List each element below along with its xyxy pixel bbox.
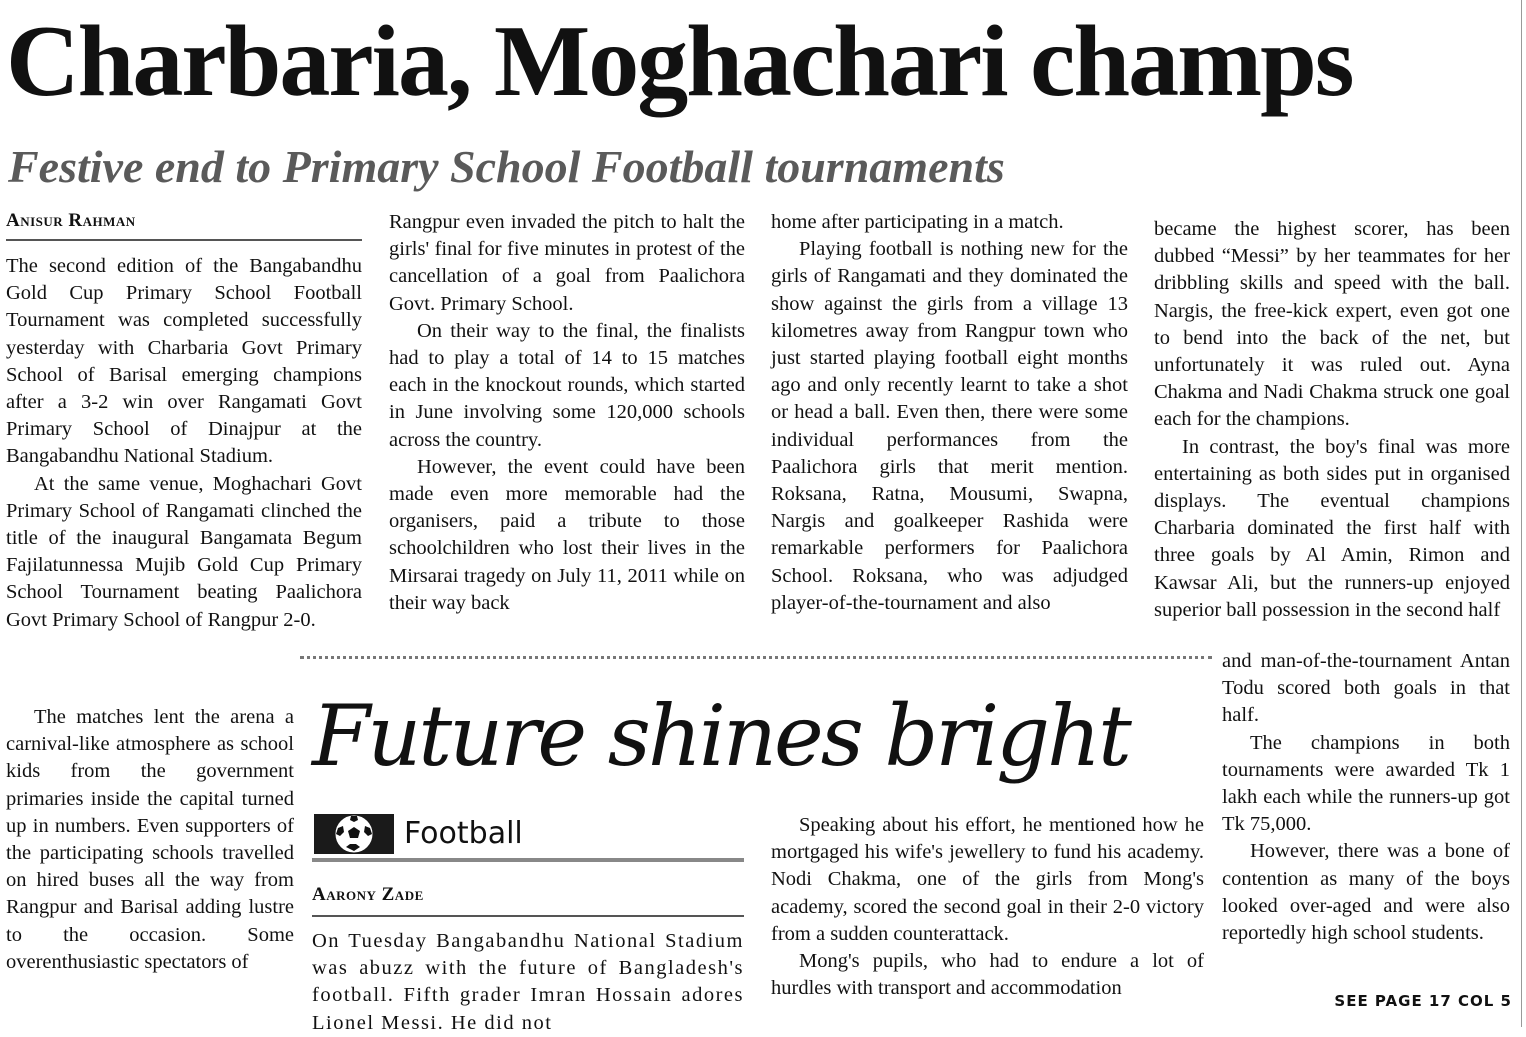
paragraph: In contrast, the boy's final was more entertaining as both sides put in organised displays. The eventual champions Charbaria dominated the first half with three goals by Al Amin, Rimon and Kawsar Ali, but the runners-up enjoyed superior ball possession in the second half (1154, 435, 1510, 621)
article2-column-1-text (312, 928, 744, 1037)
byline: Anisur Rahman (6, 210, 362, 241)
paragraph: became the highest scorer, has been dubbed “Messi” by her teammates for her dribbling skills and speed with the ball. Nargis, the free-kick expert, even got one to bend into the back of the net, but unfortunately it was ruled out. Ayna Chakma and Nadi Chakma struck one goal each for the champions. (1154, 218, 1510, 431)
paragraph: However, there was a bone of contention as many of the boys looked over-aged and were also reportedly high school students. (1222, 840, 1510, 945)
section-tag (312, 812, 744, 862)
section-label: Football (404, 816, 523, 851)
headline: Charbaria, Moghachari champs (6, 5, 1353, 118)
article1-column-4-continued (1222, 648, 1510, 947)
second-headline: Future shines bright (312, 687, 1129, 785)
paragraph: The second edition of the Bangabandhu Gold Cup Primary School Football Tournament was completed successfully yesterday with Charbaria Govt Primary School of Barisal emerging champions after a 3-2 win over Rangamati Govt Primary School of Dinajpur at the Bangabandhu National Stadium. (6, 255, 362, 468)
article2-column-1 (312, 884, 744, 1037)
article1-column-4 (1154, 216, 1510, 624)
article2-column-2 (771, 812, 1204, 1002)
paragraph: and man-of-the-tournament Antan Todu scored both goals in that half. (1222, 650, 1510, 727)
soccer-ball-icon (314, 814, 394, 854)
story-divider (300, 656, 1212, 659)
article1-column-3 (771, 209, 1128, 617)
paragraph: The matches lent the arena a carnival-like atmosphere as school kids from the government primaries inside the capital turned up in numbers. Even supporters of the participating schools travelled on hired buses all the way from Rangpur and Barisal adding lustre to the occasion. Some overenthusiastic spectators of (6, 706, 294, 973)
paragraph: Speaking about his effort, he mentioned how he mortgaged his wife's jewellery to fund his academy. Nodi Chakma, one of the girls from Mong's academy, scored the second goal in their 2-0 victory from a sudden counterattack. (771, 814, 1204, 945)
article1-column-1-continued (6, 704, 294, 976)
subheadline: Festive end to Primary School Football tournaments (8, 141, 1005, 192)
continued-jump-line: SEE PAGE 17 COL 5 (1334, 992, 1512, 1010)
paragraph: However, the event could have been made even more memorable had the organisers, paid a tribute to those schoolchildren who lost their lives in the Mirsarai tragedy on July 11, 2011 while on their way back (389, 455, 745, 614)
article1-column-1 (6, 210, 362, 634)
paragraph: On Tuesday Bangabandhu National Stadium was abuzz with the future of Bangladesh's football. Fifth grader Imran Hossain adores Lionel Messi. He did not (312, 930, 744, 1034)
page-edge-rule (1521, 0, 1522, 1027)
paragraph: home after participating in a match. (771, 211, 1064, 233)
paragraph: On their way to the final, the finalists had to play a total of 14 to 15 matches each in the knockout rounds, which started in June involving some 120,000 schools across the country. (389, 319, 745, 451)
paragraph: Playing football is nothing new for the girls of Rangamati and they dominated the show against the girls from a village 13 kilometres away from Rangpur town who just started playing football eight months ago and only recently learnt to take a shot or head a ball. Even then, there were some individual performances from the Paalichora girls that merit mention. Roksana, Ratna, Mousumi, Swapna, Nargis and goalkeeper Rashida were remarkable performers for Paalichora School. Roksana, who was adjudged player-of-the-tournament and also (771, 238, 1128, 614)
article1-column-1-text (6, 253, 362, 634)
article1-column-2 (389, 209, 745, 617)
byline: Aarony Zade (312, 884, 744, 917)
paragraph: At the same venue, Moghachari Govt Primary School of Rangamati clinched the title of the inaugural Bangamata Begum Fajilatunnessa Mujib Gold Cup Primary School Tournament beating Paalichora Govt Primary School of Rangpur 2-0. (6, 472, 362, 631)
paragraph: Mong's pupils, who had to endure a lot of hurdles with transport and accommodation (771, 950, 1204, 1000)
paragraph: The champions in both tournaments were awarded Tk 1 lakh each while the runners-up got Tk 75,000. (1222, 731, 1510, 836)
paragraph: Rangpur even invaded the pitch to halt the girls' final for five minutes in protest of the cancellation of a goal from Paalichora Govt. Primary School. (389, 211, 745, 315)
